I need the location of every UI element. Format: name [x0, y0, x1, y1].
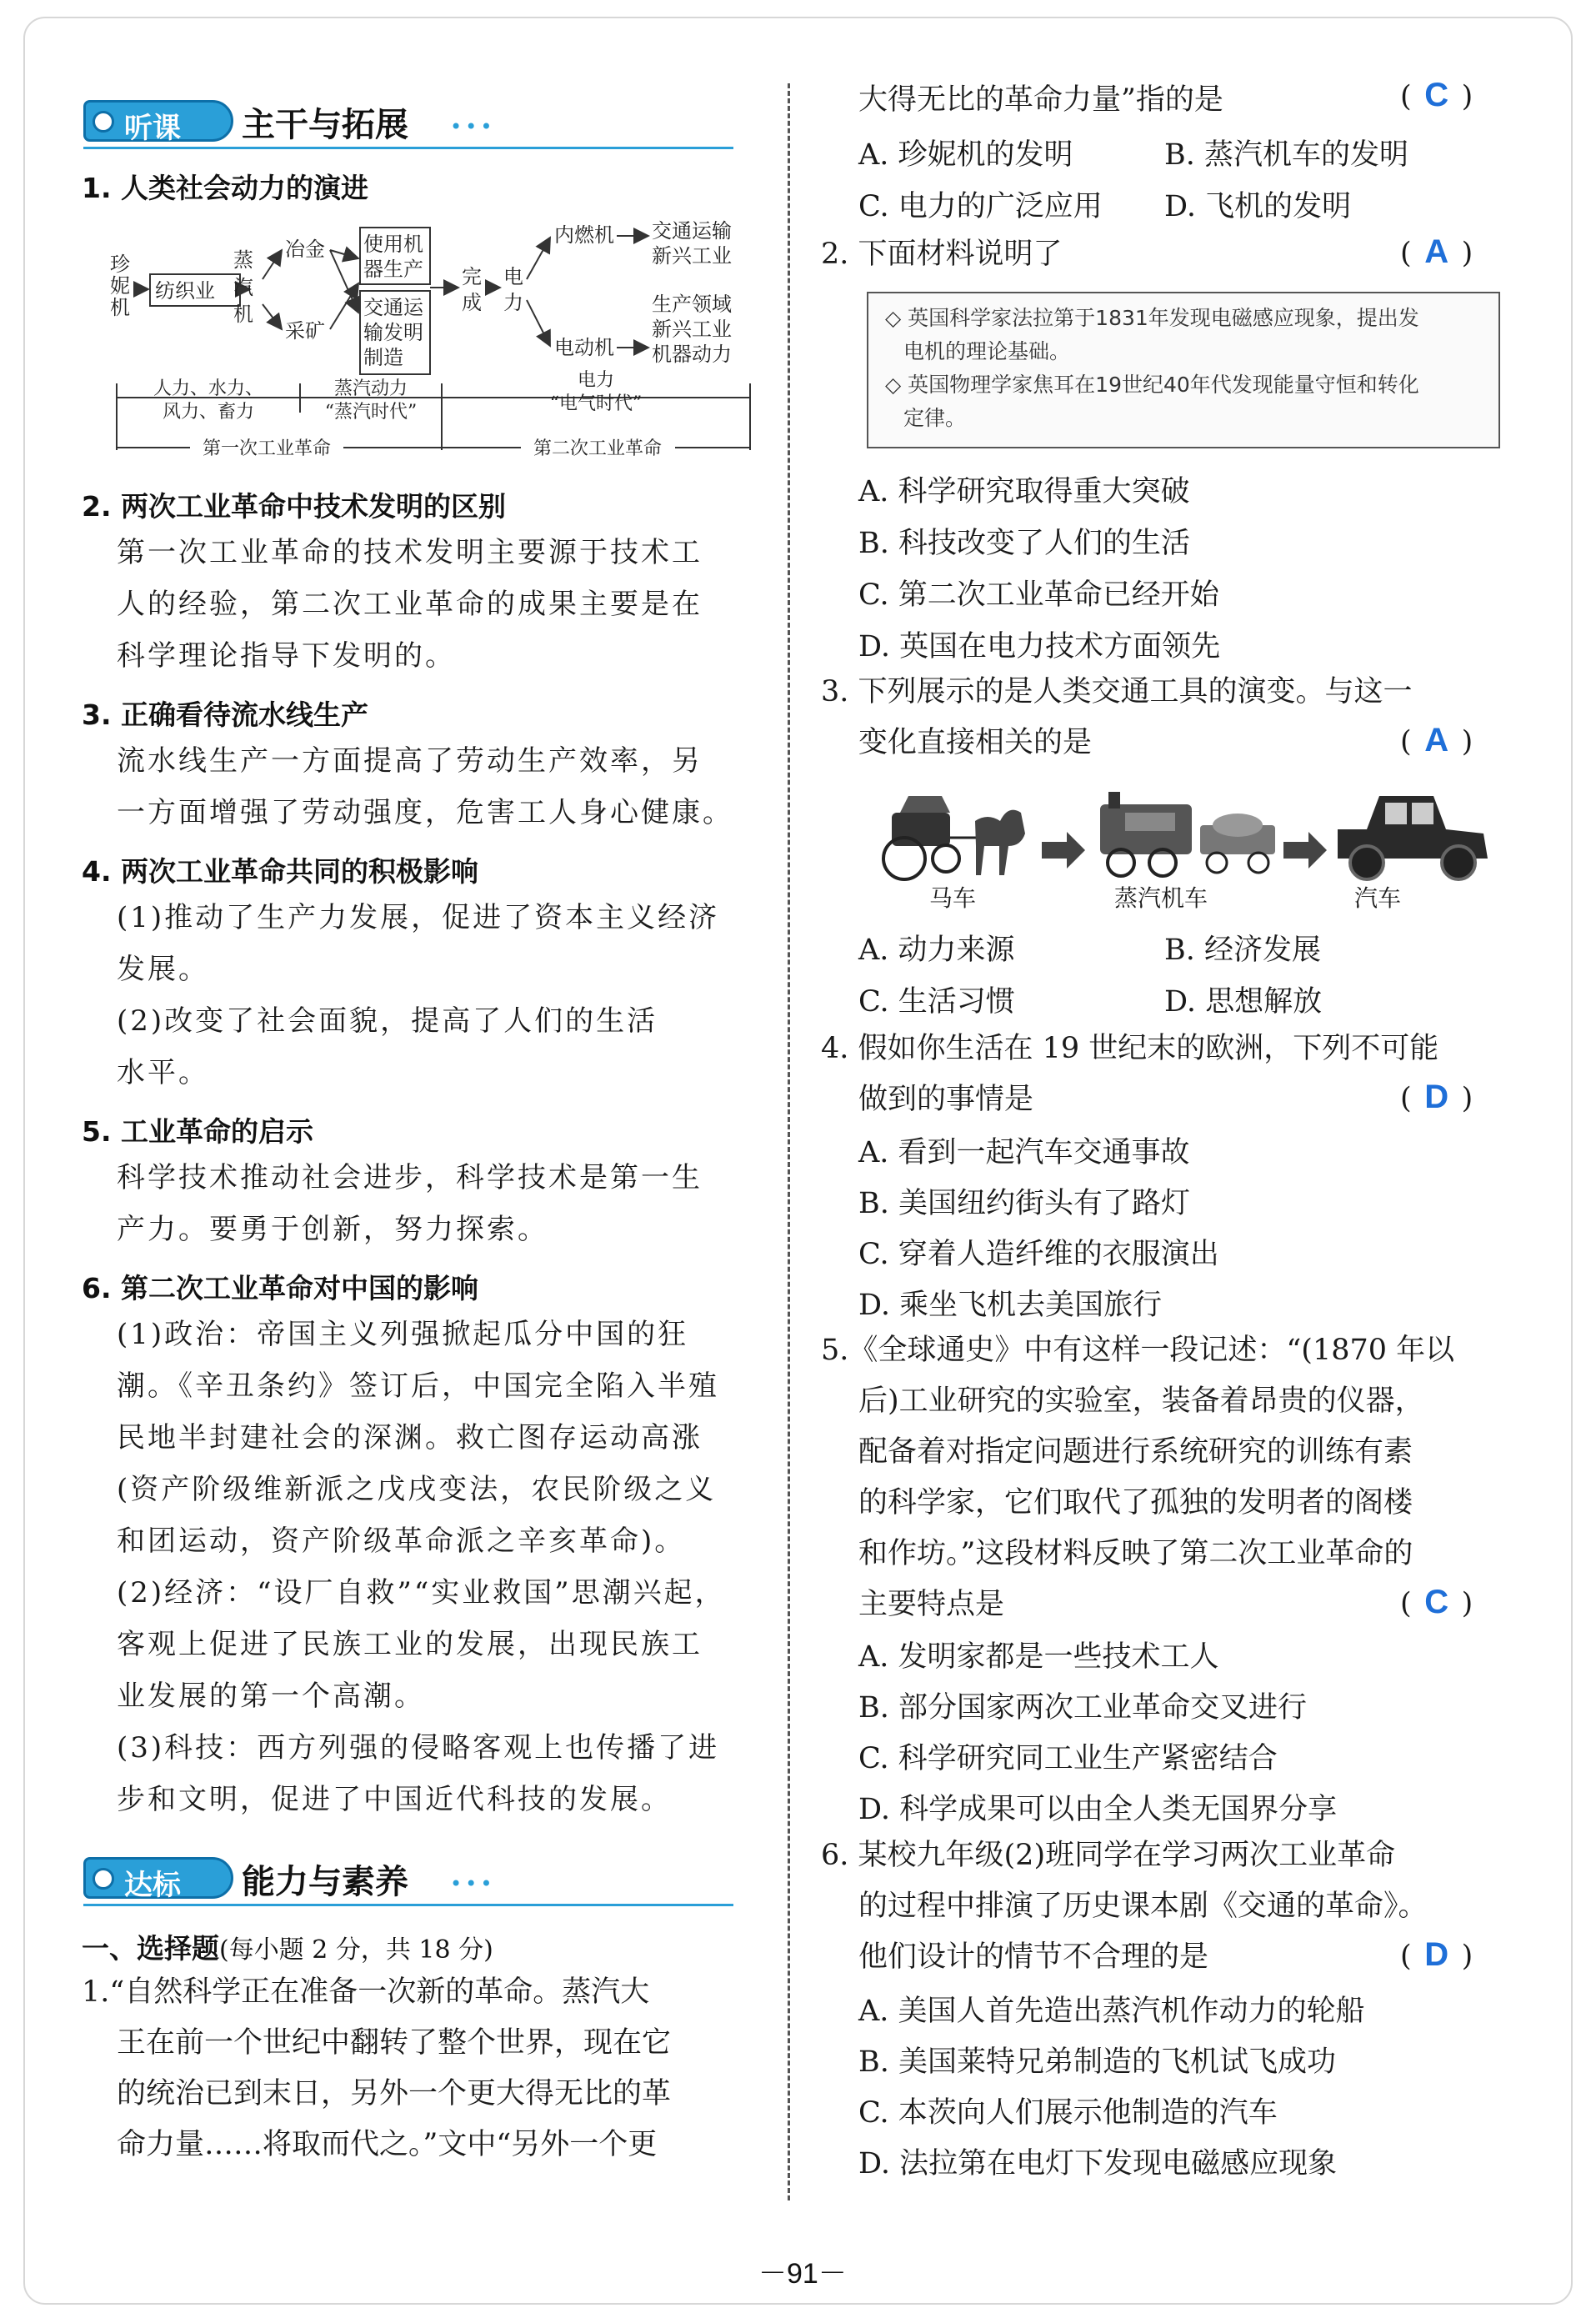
diag-box2-2: 输发明 — [363, 321, 423, 344]
q3-line-2: 变化直接相关的是 — [858, 726, 1093, 759]
part1-label — [82, 1927, 493, 1966]
q5-line-2: 后)工业研究的实验室，装备着昂贵的仪器， — [858, 1384, 1424, 1418]
part1-note: (每小题 2 分，共 18 分) — [219, 1935, 493, 1965]
q3-option-c: C. 生活习惯 — [858, 985, 1015, 1019]
s6-line-1: (1)政治：帝国主义列强掀起瓜分中国的狂 — [117, 1318, 689, 1351]
diag-done-2: 成 — [462, 291, 482, 314]
q4-line-1: 4. 假如你生活在 19 世纪末的欧洲，下列不可能 — [821, 1032, 1439, 1065]
material-line-2: 电机的理论基础。 — [903, 339, 1071, 363]
paren-open: ( — [1400, 1940, 1412, 1973]
q1-line-1: 1.“自然科学正在准备一次新的革命。蒸汽大 — [82, 1975, 650, 2009]
q3-option-b: B. 经济发展 — [1164, 934, 1321, 967]
paren-open: ( — [1400, 1082, 1412, 1115]
diag-ice: 内燃机 — [554, 223, 614, 247]
diag-box1-2: 器生产 — [363, 258, 423, 281]
q1-line-2: 王在前一个世纪中翻转了整个世界，现在它 — [117, 2026, 672, 2060]
diag-out1-2: 新兴工业 — [652, 244, 732, 268]
dot-icon — [93, 111, 114, 133]
diag-out2-3: 机器动力 — [652, 343, 732, 366]
heading-s4: 4. 两次工业革命共同的积极影响 — [82, 855, 478, 888]
diag-elec-1: 电 — [503, 265, 523, 288]
diag-elec-2: 力 — [503, 291, 523, 314]
diag-steam-2: 汽 — [233, 276, 253, 299]
paren-close: ) — [1461, 1940, 1473, 1973]
q3-line-1: 3. 下列展示的是人类交通工具的演变。与这一 — [821, 675, 1413, 708]
material-line-3: ◇ 英国物理学家焦耳在19世纪40年代发现能量守恒和转化 — [885, 373, 1419, 397]
heading-s2: 2. 两次工业革命中技术发明的区别 — [82, 490, 506, 523]
steam-locomotive-icon — [1100, 792, 1275, 876]
q1-answer-letter: C — [1424, 77, 1449, 113]
diag-era3-2: “电气时代” — [549, 393, 643, 414]
q2-option-a: A. 科学研究取得重大突破 — [858, 475, 1190, 508]
heading-s3: 3. 正确看待流水线生产 — [82, 698, 368, 731]
diag-start-1: 珍 — [110, 253, 130, 276]
diag-motor: 电动机 — [554, 336, 614, 359]
paren-close: ) — [1461, 237, 1473, 270]
banner-pill-label: 达标 — [124, 1869, 181, 1902]
diag-out2-2: 新兴工业 — [652, 318, 732, 341]
diag-out2-1: 生产领域 — [652, 293, 732, 316]
paren-close: ) — [1461, 725, 1473, 758]
paren-close: ) — [1461, 80, 1473, 113]
banner-pill-label: 听课 — [124, 112, 181, 145]
q3-answer-letter: A — [1424, 722, 1449, 758]
q4-answer-letter: D — [1424, 1079, 1449, 1115]
part1-title: 一、选择题 — [82, 1932, 219, 1965]
q5-answer-letter: C — [1424, 1584, 1449, 1620]
diag-era2-1: 蒸汽动力 — [333, 378, 408, 399]
s6-line-6: (2)经济：“设厂自救”“实业救国”思潮兴起， — [117, 1576, 726, 1610]
s2-line-3: 科学理论指导下发明的。 — [117, 639, 456, 673]
banner-underline — [83, 147, 733, 149]
diag-out1-1: 交通运输 — [652, 219, 732, 243]
q6-answer-letter: D — [1424, 1936, 1449, 1973]
s4-line-4: 水平。 — [117, 1056, 209, 1089]
paren-close: ) — [1461, 1587, 1473, 1620]
diag-rev2: 第二次工业革命 — [533, 438, 663, 459]
caption-automobile: 汽车 — [1354, 884, 1402, 912]
q2-option-c: C. 第二次工业革命已经开始 — [858, 578, 1219, 612]
diag-steam-1: 蒸 — [233, 248, 253, 272]
q4-option-a: A. 看到一起汽车交通事故 — [858, 1136, 1190, 1169]
banner-title: 主干与拓展 — [242, 106, 408, 144]
q2-material-box — [867, 292, 1500, 448]
q2-option-d: D. 英国在电力技术方面领先 — [858, 630, 1221, 663]
q2-answer-letter: A — [1424, 233, 1449, 270]
banner-pill — [83, 100, 233, 145]
q1-answer — [1400, 77, 1473, 114]
column-divider — [788, 83, 790, 2200]
s2-line-1: 第一次工业革命的技术发明主要源于技术工 — [117, 536, 703, 569]
q1-line-3: 的统治已到末日，另外一个更大得无比的革 — [117, 2077, 672, 2110]
q6-line-3: 他们设计的情节不合理的是 — [858, 1940, 1209, 1974]
q5-line-4: 的科学家，它们取代了孤独的发明者的阁楼 — [858, 1486, 1413, 1519]
q4-option-c: C. 穿着人造纤维的衣服演出 — [858, 1238, 1219, 1271]
s6-line-3: 民地半封建社会的深渊。救亡图存运动高涨 — [117, 1421, 703, 1454]
diag-box2-3: 制造 — [363, 346, 403, 369]
q3-option-a: A. 动力来源 — [858, 934, 1015, 967]
s3-line-2: 一方面增强了劳动强度，危害工人身心健康。 — [117, 796, 733, 829]
q1-option-c: C. 电力的广泛应用 — [858, 190, 1103, 223]
q2-option-b: B. 科技改变了人们的生活 — [858, 527, 1190, 560]
q3-answer — [1400, 722, 1473, 759]
s6-line-9: (3)科技：西方列强的侵略客观上也传播了进 — [117, 1731, 720, 1765]
diag-era1-2: 风力、畜力 — [162, 402, 255, 423]
q5-option-b: B. 部分国家两次工业革命交叉进行 — [858, 1691, 1307, 1725]
s3-line-1: 流水线生产一方面提高了劳动生产效率，另 — [117, 744, 703, 778]
s6-line-5: 和团运动，资产阶级革命派之辛亥革命)。 — [117, 1524, 686, 1558]
diag-rev1: 第一次工业革命 — [202, 438, 332, 459]
s5-line-2: 产力。要勇于创新，努力探索。 — [117, 1213, 548, 1246]
banner-title: 能力与素养 — [242, 1863, 408, 1901]
q6-option-d: D. 法拉第在电灯下发现电磁感应现象 — [858, 2147, 1338, 2180]
s6-line-8: 业发展的第一个高潮。 — [117, 1680, 425, 1713]
caption-carriage: 马车 — [929, 884, 977, 912]
q3-option-d: D. 思想解放 — [1164, 985, 1323, 1019]
q6-option-a: A. 美国人首先造出蒸汽机作动力的轮船 — [858, 1995, 1365, 2028]
s6-line-10: 步和文明，促进了中国近代科技的发展。 — [117, 1783, 672, 1816]
paren-open: ( — [1400, 237, 1412, 270]
dot-icon — [93, 1868, 114, 1890]
diag-steam-3: 机 — [233, 303, 253, 326]
q2-line-1: 2. 下面材料说明了 — [821, 238, 1063, 271]
diag-done-1: 完 — [462, 265, 482, 288]
section-banner-listen — [83, 92, 750, 150]
dots-icon: ••• — [450, 1872, 496, 1895]
heading-s5: 5. 工业革命的启示 — [82, 1115, 313, 1148]
diag-metal: 冶金 — [285, 238, 325, 261]
s4-line-3: (2)改变了社会面貌，提高了人们的生活 — [117, 1004, 658, 1038]
q4-option-d: D. 乘坐飞机去美国旅行 — [858, 1289, 1163, 1322]
section-banner-standard — [83, 1849, 750, 1907]
s6-line-4: (资产阶级维新派之戊戌变法，农民阶级之义 — [117, 1473, 717, 1506]
paren-close: ) — [1461, 1082, 1473, 1115]
paren-open: ( — [1400, 80, 1412, 113]
s4-line-2: 发展。 — [117, 953, 209, 986]
page-number: －91－ — [758, 2258, 847, 2290]
s6-line-7: 客观上促进了民族工业的发展，出现民族工 — [117, 1628, 703, 1661]
q1-option-d: D. 飞机的发明 — [1164, 190, 1352, 223]
diag-era3-1: 电力 — [577, 370, 615, 391]
q6-option-b: B. 美国莱特兄弟制造的飞机试飞成功 — [858, 2045, 1336, 2079]
diag-spin: 纺织业 — [155, 279, 215, 303]
q4-answer — [1400, 1079, 1473, 1116]
diag-start-2: 妮 — [110, 274, 130, 298]
power-evolution-diagram — [100, 213, 758, 471]
q1-line-5: 大得无比的革命力量”指的是 — [858, 83, 1223, 117]
q5-line-5: 和作坊。”这段材料反映了第二次工业革命的 — [858, 1537, 1413, 1570]
q6-line-2: 的过程中排演了历史课本剧《交通的革命》。 — [858, 1890, 1428, 1923]
q5-option-d: D. 科学成果可以由全人类无国界分享 — [858, 1793, 1338, 1826]
q4-line-2: 做到的事情是 — [858, 1083, 1034, 1116]
arrow-icon-2 — [1283, 832, 1327, 869]
material-line-4: 定律。 — [903, 406, 967, 430]
diag-mine: 采矿 — [285, 319, 325, 343]
q5-answer — [1400, 1584, 1473, 1621]
s4-line-1: (1)推动了生产力发展，促进了资本主义经济 — [117, 901, 720, 934]
automobile-icon — [1338, 796, 1488, 879]
q1-option-b: B. 蒸汽机车的发明 — [1164, 138, 1408, 172]
arrow-icon-1 — [1042, 832, 1085, 869]
paren-open: ( — [1400, 1587, 1412, 1620]
q5-option-c: C. 科学研究同工业生产紧密结合 — [858, 1742, 1278, 1775]
material-line-1: ◇ 英国科学家法拉第于1831年发现电磁感应现象，提出发 — [885, 306, 1419, 330]
diag-start-3: 机 — [110, 296, 130, 319]
caption-locomotive: 蒸汽机车 — [1114, 884, 1208, 912]
q6-option-c: C. 本茨向人们展示他制造的汽车 — [858, 2096, 1278, 2130]
diag-era1-1: 人力、水力、 — [153, 378, 264, 399]
q6-answer — [1400, 1936, 1473, 1974]
diag-box2-1: 交通运 — [363, 296, 423, 319]
s5-line-1: 科学技术推动社会进步，科学技术是第一生 — [117, 1161, 703, 1194]
q5-line-1: 5.《全球通史》中有这样一段记述：“(1870 年以 — [821, 1334, 1455, 1367]
banner-pill — [83, 1857, 233, 1902]
q5-line-3: 配备着对指定问题进行系统研究的训练有素 — [858, 1435, 1413, 1469]
q4-option-b: B. 美国纽约街头有了路灯 — [858, 1187, 1190, 1220]
heading-s1: 1. 人类社会动力的演进 — [82, 172, 368, 204]
q6-line-1: 6. 某校九年级(2)班同学在学习两次工业革命 — [821, 1839, 1396, 1872]
dots-icon: ••• — [450, 115, 496, 138]
s6-line-2: 潮。《辛丑条约》签订后，中国完全陷入半殖 — [117, 1369, 719, 1403]
q1-option-a: A. 珍妮机的发明 — [858, 138, 1073, 172]
paren-open: ( — [1400, 725, 1412, 758]
q5-option-a: A. 发明家都是一些技术工人 — [858, 1640, 1219, 1674]
banner-underline — [83, 1904, 733, 1906]
heading-s6: 6. 第二次工业革命对中国的影响 — [82, 1272, 478, 1304]
diag-box1-1: 使用机 — [363, 233, 423, 256]
diag-era2-2: “蒸汽时代” — [324, 402, 418, 423]
carriage-icon — [883, 796, 1025, 879]
q2-answer — [1400, 233, 1473, 271]
s2-line-2: 人的经验，第二次工业革命的成果主要是在 — [117, 588, 703, 621]
q5-line-6: 主要特点是 — [858, 1588, 1005, 1621]
q1-line-4: 命力量……将取而代之。”文中“另外一个更 — [117, 2128, 658, 2161]
